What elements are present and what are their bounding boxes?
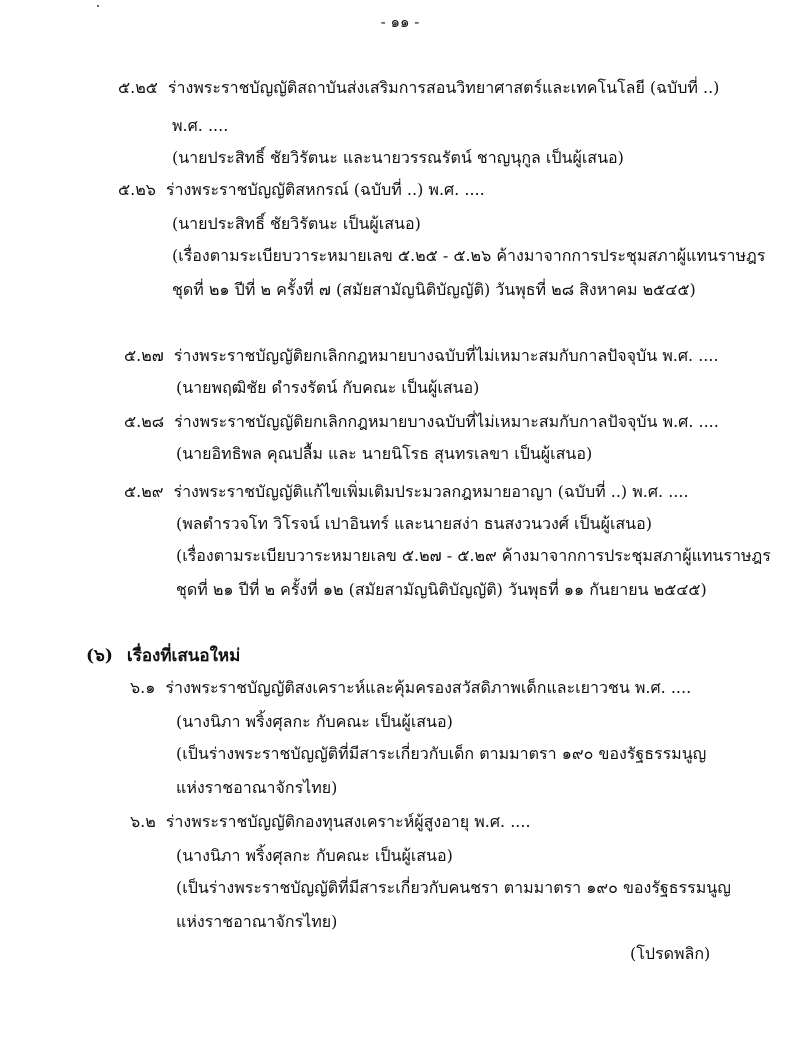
agenda-item-number: ๕.๒๗ (124, 346, 164, 365)
agenda-item-5-29-title (124, 482, 689, 502)
agenda-item-6-1-title (130, 678, 691, 698)
agenda-item-5-25-proposer: (นายประสิทธิ์ ชัยวิรัตนะ และนายวรรณรัตน์ ชาญนุกูล เป็นผู้เสนอ) (172, 148, 624, 167)
agenda-item-number: ๕.๒๖ (118, 180, 156, 199)
agenda-item-6-2-note-line1: (เป็นร่างพระราชบัญญัติที่มีสาระเกี่ยวกับคนชรา ตามมาตรา ๑๙๐ ของรัฐธรรมนูญ (176, 878, 731, 897)
agenda-item-6-1-note-line2: แห่งราชอาณาจักรไทย) (176, 778, 338, 797)
agenda-item-number: ๖.๒ (130, 812, 156, 831)
agenda-item-number: ๕.๒๘ (124, 412, 165, 431)
agenda-item-number: ๕.๒๕ (118, 78, 158, 97)
agenda-item-number: ๕.๒๙ (124, 482, 164, 501)
agenda-item-5-25-title-cont: พ.ศ. .... (172, 116, 229, 135)
agenda-item-5-28-title (124, 412, 719, 432)
scan-speck (97, 5, 99, 7)
agenda-item-title: ร่างพระราชบัญญัติกองทุนสงเคราะห์ผู้สูงอายุ พ.ศ. .... (165, 812, 531, 831)
agenda-item-5-27-proposer: (นายพฤฒิชัย ดำรงรัตน์ กับคณะ เป็นผู้เสนอ) (176, 378, 480, 397)
agenda-item-5-26-proposer: (นายประสิทธิ์ ชัยวิรัตนะ เป็นผู้เสนอ) (172, 214, 421, 233)
agenda-item-5-26-note-line2: ชุดที่ ๒๑ ปีที่ ๒ ครั้งที่ ๗ (สมัยสามัญนิติบัญญัติ) วันพุธที่ ๒๘ สิงหาคม ๒๕๔๕) (172, 280, 696, 299)
agenda-item-title: ร่างพระราชบัญญัติสงเคราะห์และคุ้มครองสวัสดิภาพเด็กและเยาวชน พ.ศ. .... (165, 678, 692, 697)
agenda-item-5-26-title (118, 180, 485, 200)
section-number: (๖) (86, 646, 113, 666)
page-number: - ๑๑ - (380, 13, 420, 31)
section-6-heading (86, 646, 240, 666)
agenda-item-title: ร่างพระราชบัญญัติแก้ไขเพิ่มเติมประมวลกฎหมายอาญา (ฉบับที่ ..) พ.ศ. .... (173, 482, 689, 501)
agenda-item-5-29-note-line1: (เรื่องตามระเบียบวาระหมายเลข ๕.๒๗ - ๕.๒๙ ค้างมาจากการประชุมสภาผู้แทนราษฎร (176, 546, 771, 565)
agenda-item-5-28-proposer: (นายอิทธิพล คุณปลื้ม และ นายนิโรธ สุนทรเลขา เป็นผู้เสนอ) (176, 444, 593, 463)
agenda-item-6-2-proposer: (นางนิภา พริ้งศุลกะ กับคณะ เป็นผู้เสนอ) (176, 846, 453, 865)
agenda-item-title: ร่างพระราชบัญญัติสหกรณ์ (ฉบับที่ ..) พ.ศ. .... (165, 180, 485, 199)
section-title: เรื่องที่เสนอใหม่ (126, 646, 241, 666)
agenda-item-6-1-proposer: (นางนิภา พริ้งศุลกะ กับคณะ เป็นผู้เสนอ) (176, 712, 453, 731)
agenda-item-6-1-note-line1: (เป็นร่างพระราชบัญญัติที่มีสาระเกี่ยวกับเด็ก ตามมาตรา ๑๙๐ ของรัฐธรรมนูญ (176, 744, 707, 763)
agenda-item-number: ๖.๑ (130, 678, 156, 697)
agenda-item-5-29-proposer: (พลตำรวจโท วิโรจน์ เปาอินทร์ และนายสง่า ธนสงวนวงศ์ เป็นผู้เสนอ) (176, 514, 652, 533)
agenda-item-title: ร่างพระราชบัญญัติยกเลิกกฎหมายบางฉบับที่ไม่เหมาะสมกับกาลปัจจุบัน พ.ศ. .... (173, 346, 719, 365)
agenda-item-5-25-title (118, 78, 719, 98)
agenda-item-6-2-title (130, 812, 531, 832)
agenda-item-title: ร่างพระราชบัญญัติยกเลิกกฎหมายบางฉบับที่ไม่เหมาะสมกับกาลปัจจุบัน พ.ศ. .... (174, 412, 719, 431)
agenda-item-6-2-note-line2: แห่งราชอาณาจักรไทย) (176, 912, 338, 931)
agenda-item-5-29-note-line2: ชุดที่ ๒๑ ปีที่ ๒ ครั้งที่ ๑๒ (สมัยสามัญนิติบัญญัติ) วันพุธที่ ๑๑ กันยายน ๒๕๔๕) (176, 580, 707, 599)
agenda-item-5-27-title (124, 346, 719, 366)
please-turn-over-note: (โปรดพลิก) (630, 944, 711, 963)
agenda-item-title: ร่างพระราชบัญญัติสถาบันส่งเสริมการสอนวิทยาศาสตร์และเทคโนโลยี (ฉบับที่ ..) (167, 78, 720, 97)
agenda-item-5-26-note-line1: (เรื่องตามระเบียบวาระหมายเลข ๕.๒๕ - ๕.๒๖ ค้างมาจากการประชุมสภาผู้แทนราษฎร (172, 246, 766, 265)
